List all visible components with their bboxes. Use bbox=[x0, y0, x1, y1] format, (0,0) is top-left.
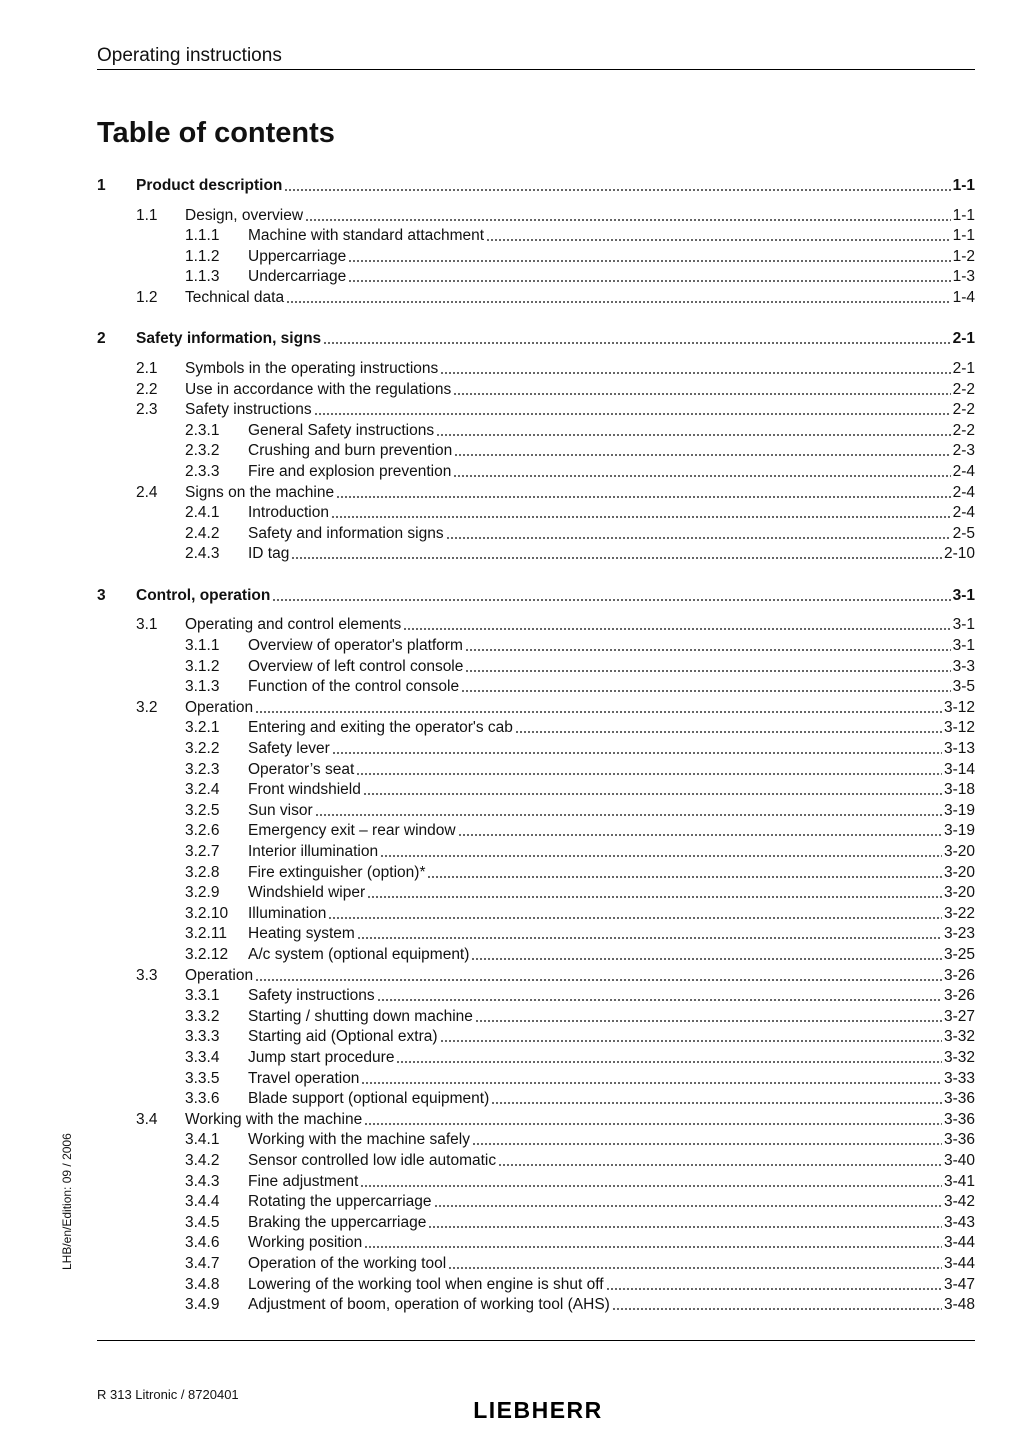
dot-leader bbox=[440, 1040, 942, 1042]
toc-title: Symbols in the operating instructions bbox=[185, 359, 439, 377]
toc-title: Adjustment of boom, operation of working tool (AHS) bbox=[248, 1296, 610, 1314]
toc-page-number: 3-1 bbox=[952, 636, 975, 654]
toc-number: 3.4.9 bbox=[185, 1296, 220, 1314]
toc-number: 2.3.3 bbox=[185, 462, 220, 480]
dot-leader bbox=[458, 834, 942, 836]
dot-leader bbox=[454, 454, 950, 456]
dot-leader bbox=[328, 917, 942, 919]
toc-page-number: 3-41 bbox=[943, 1172, 975, 1190]
toc-subsection-row[interactable] bbox=[0, 1006, 1024, 1027]
dot-leader bbox=[315, 814, 942, 816]
dot-leader bbox=[461, 690, 950, 692]
toc-number: 2.3.2 bbox=[185, 442, 220, 460]
toc-page-number: 3-14 bbox=[943, 760, 975, 778]
toc-subsection-row[interactable] bbox=[0, 1171, 1024, 1192]
running-header: Operating instructions bbox=[97, 45, 282, 66]
dot-leader bbox=[363, 793, 942, 795]
toc-title: General Safety instructions bbox=[248, 421, 435, 439]
toc-subsection-row[interactable] bbox=[0, 523, 1024, 544]
toc-number: 3.1 bbox=[136, 616, 158, 634]
toc-number: 3.2.9 bbox=[185, 884, 220, 902]
toc-title: Starting aid (Optional extra) bbox=[248, 1028, 438, 1046]
toc-number: 3.2.2 bbox=[185, 739, 220, 757]
toc-number: 3 bbox=[97, 586, 106, 604]
toc-section-row[interactable] bbox=[0, 379, 1024, 400]
toc-page-number: 3-25 bbox=[943, 945, 975, 963]
toc-subsection-row[interactable] bbox=[0, 266, 1024, 287]
toc-subsection-row[interactable] bbox=[0, 882, 1024, 903]
dot-leader bbox=[453, 393, 950, 395]
toc-page-number: 3-32 bbox=[943, 1048, 975, 1066]
toc-page-number: 3-5 bbox=[952, 678, 975, 696]
toc-subsection-row[interactable] bbox=[0, 820, 1024, 841]
toc-subsection-row[interactable] bbox=[0, 800, 1024, 821]
toc-title: Operation bbox=[185, 698, 254, 716]
toc-title: Product description bbox=[136, 177, 283, 194]
toc-page-number: 3-32 bbox=[943, 1028, 975, 1046]
dot-leader bbox=[377, 999, 942, 1001]
toc-subsection-row[interactable] bbox=[0, 738, 1024, 759]
toc-title: Starting / shutting down machine bbox=[248, 1007, 473, 1025]
toc-number: 3.2.4 bbox=[185, 781, 220, 799]
dot-leader bbox=[272, 599, 950, 601]
dot-leader bbox=[348, 260, 950, 262]
toc-page-number: 3-20 bbox=[943, 863, 975, 881]
toc-number: 3.4.2 bbox=[185, 1151, 220, 1169]
toc-page-number: 2-5 bbox=[952, 524, 975, 542]
dot-leader bbox=[453, 475, 950, 477]
dot-leader bbox=[448, 1267, 942, 1269]
toc-title: Sun visor bbox=[248, 801, 313, 819]
toc-title: Design, overview bbox=[185, 206, 304, 224]
toc-number: 3.3.2 bbox=[185, 1007, 220, 1025]
toc-number: 1.1 bbox=[136, 206, 158, 224]
dot-leader bbox=[428, 1226, 942, 1228]
toc-page-number: 1-3 bbox=[952, 268, 975, 286]
toc-page-number: 2-2 bbox=[952, 421, 975, 439]
toc-title: Lowering of the working tool when engine is shut off bbox=[248, 1275, 604, 1293]
toc-number: 3.4.5 bbox=[185, 1213, 220, 1231]
toc-chapter-row[interactable] bbox=[0, 328, 1024, 349]
page-title: Table of contents bbox=[97, 117, 335, 149]
toc-page-number: 2-2 bbox=[952, 401, 975, 419]
toc-page-number: 1-1 bbox=[952, 206, 975, 224]
dot-leader bbox=[515, 731, 942, 733]
toc-page-number: 3-27 bbox=[943, 1007, 975, 1025]
toc-page-number: 3-19 bbox=[943, 801, 975, 819]
dot-leader bbox=[436, 434, 951, 436]
toc-number: 1.1.3 bbox=[185, 268, 220, 286]
toc-title: Machine with standard attachment bbox=[248, 227, 485, 245]
toc-number: 3.3.1 bbox=[185, 987, 220, 1005]
toc-number: 3.2.6 bbox=[185, 822, 220, 840]
toc-title: Illumination bbox=[248, 904, 327, 922]
dot-leader bbox=[427, 876, 941, 878]
toc-title: Safety and information signs bbox=[248, 524, 444, 542]
toc-number: 2.3 bbox=[136, 401, 158, 419]
toc-page-number: 1-1 bbox=[952, 227, 975, 245]
toc-section-row[interactable] bbox=[0, 358, 1024, 379]
dot-leader bbox=[357, 937, 942, 939]
toc-number: 3.4.7 bbox=[185, 1254, 220, 1272]
toc-title: Operating and control elements bbox=[185, 616, 402, 634]
dot-leader bbox=[284, 189, 950, 191]
toc-title: Use in accordance with the regulations bbox=[185, 380, 452, 398]
toc-page-number: 3-23 bbox=[943, 925, 975, 943]
toc-number: 3.1.1 bbox=[185, 636, 220, 654]
toc-page-number: 3-20 bbox=[943, 884, 975, 902]
toc-number: 2.3.1 bbox=[185, 421, 220, 439]
dot-leader bbox=[255, 979, 942, 981]
dot-leader bbox=[356, 773, 942, 775]
toc-number: 3.2.10 bbox=[185, 904, 229, 922]
toc-page-number: 3-44 bbox=[943, 1234, 975, 1252]
toc-number: 3.2.5 bbox=[185, 801, 220, 819]
toc-page-number: 3-26 bbox=[943, 966, 975, 984]
toc-title: Crushing and burn prevention bbox=[248, 442, 453, 460]
toc-subsection-row[interactable] bbox=[0, 923, 1024, 944]
toc-title: Undercarriage bbox=[248, 268, 347, 286]
toc-title: Front windshield bbox=[248, 781, 361, 799]
toc-title: Fire extinguisher (option)* bbox=[248, 863, 426, 881]
toc-title: Overview of operator's platform bbox=[248, 636, 463, 654]
toc-page-number: 1-4 bbox=[952, 288, 975, 306]
logo-text: LIEBHERR bbox=[473, 1397, 603, 1421]
toc-subsection-row[interactable] bbox=[0, 1026, 1024, 1047]
toc-title: Fire and explosion prevention bbox=[248, 462, 452, 480]
dot-leader bbox=[440, 372, 950, 374]
dot-leader bbox=[396, 1061, 942, 1063]
toc-title: Safety instructions bbox=[185, 401, 312, 419]
toc-number: 1.2 bbox=[136, 288, 158, 306]
toc-title: Travel operation bbox=[248, 1069, 360, 1087]
toc-page-number: 3-26 bbox=[943, 987, 975, 1005]
dot-leader bbox=[255, 711, 942, 713]
toc-number: 3.2.1 bbox=[185, 719, 220, 737]
toc-section-row[interactable] bbox=[0, 1109, 1024, 1130]
toc-title: A/c system (optional equipment) bbox=[248, 945, 470, 963]
toc-title: Working with the machine bbox=[185, 1110, 363, 1128]
toc-number: 3.4.6 bbox=[185, 1234, 220, 1252]
toc-subsection-row[interactable] bbox=[0, 1212, 1024, 1233]
toc-title: Introduction bbox=[248, 504, 329, 522]
toc-number: 3.2.7 bbox=[185, 842, 220, 860]
toc-subsection-row[interactable] bbox=[0, 903, 1024, 924]
toc-title: Operator’s seat bbox=[248, 760, 355, 778]
toc-subsection-row[interactable] bbox=[0, 759, 1024, 780]
toc-page-number: 3-3 bbox=[952, 657, 975, 675]
dot-leader bbox=[465, 670, 950, 672]
dot-leader bbox=[360, 1185, 942, 1187]
toc-page-number: 3-48 bbox=[943, 1296, 975, 1314]
toc-subsection-row[interactable] bbox=[0, 1068, 1024, 1089]
toc-subsection-row[interactable] bbox=[0, 676, 1024, 697]
toc-number: 3.4.1 bbox=[185, 1131, 220, 1149]
dot-leader bbox=[336, 496, 951, 498]
toc-page-number: 3-13 bbox=[943, 739, 975, 757]
toc-title: Sensor controlled low idle automatic bbox=[248, 1151, 497, 1169]
toc-page-number: 3-33 bbox=[943, 1069, 975, 1087]
toc-number: 3.4 bbox=[136, 1110, 158, 1128]
toc-number: 3.2 bbox=[136, 698, 158, 716]
toc-page-number: 3-18 bbox=[943, 781, 975, 799]
toc-title: Control, operation bbox=[136, 586, 271, 604]
toc-section-row[interactable] bbox=[0, 287, 1024, 308]
toc-subsection-row[interactable] bbox=[0, 502, 1024, 523]
toc-number: 3.4.4 bbox=[185, 1193, 220, 1211]
edition-label: LHB/en/Edition: 09 / 2006 bbox=[60, 1133, 74, 1270]
toc-page-number: 2-2 bbox=[952, 380, 975, 398]
toc-number: 3.2.8 bbox=[185, 863, 220, 881]
toc-title: Braking the uppercarriage bbox=[248, 1213, 427, 1231]
dot-leader bbox=[286, 301, 951, 303]
toc-page-number: 3-1 bbox=[952, 586, 975, 604]
dot-leader bbox=[332, 752, 942, 754]
toc-page-number: 2-4 bbox=[952, 504, 975, 522]
toc-number: 3.2.11 bbox=[185, 925, 227, 943]
toc-title: Uppercarriage bbox=[248, 247, 347, 265]
toc-subsection-row[interactable] bbox=[0, 420, 1024, 441]
toc-number: 3.4.8 bbox=[185, 1275, 220, 1293]
toc-section-row[interactable] bbox=[0, 697, 1024, 718]
toc-number: 2.1 bbox=[136, 359, 158, 377]
toc-title: Heating system bbox=[248, 925, 355, 943]
toc-page-number: 3-12 bbox=[943, 698, 975, 716]
toc-section-row[interactable] bbox=[0, 399, 1024, 420]
toc-title: Safety instructions bbox=[248, 987, 375, 1005]
toc-page-number: 2-3 bbox=[952, 442, 975, 460]
dot-leader bbox=[314, 413, 951, 415]
toc-page-number: 1-2 bbox=[952, 247, 975, 265]
toc-title: Blade support (optional equipment) bbox=[248, 1090, 490, 1108]
toc-page-number: 3-19 bbox=[943, 822, 975, 840]
toc-page-number: 3-43 bbox=[943, 1213, 975, 1231]
toc-subsection-row[interactable] bbox=[0, 1129, 1024, 1150]
toc-title: Signs on the machine bbox=[185, 483, 335, 501]
toc-number: 1.1.2 bbox=[185, 247, 220, 265]
dot-leader bbox=[434, 1205, 942, 1207]
toc-title: Working with the machine safely bbox=[248, 1131, 470, 1149]
toc-subsection-row[interactable] bbox=[0, 985, 1024, 1006]
toc-page-number: 2-4 bbox=[952, 483, 975, 501]
toc-number: 1 bbox=[97, 177, 106, 194]
toc-title: Working position bbox=[248, 1234, 363, 1252]
document-reference: R 313 Litronic / 8720401 bbox=[97, 1387, 239, 1402]
dot-leader bbox=[465, 649, 951, 651]
toc-title: Rotating the uppercarriage bbox=[248, 1193, 432, 1211]
toc-subsection-row[interactable] bbox=[0, 635, 1024, 656]
toc-page-number: 3-1 bbox=[952, 616, 975, 634]
toc-title: ID tag bbox=[248, 545, 290, 563]
toc-subsection-row[interactable] bbox=[0, 944, 1024, 965]
toc-title: Operation of the working tool bbox=[248, 1254, 447, 1272]
toc-page-number: 3-42 bbox=[943, 1193, 975, 1211]
toc-title: Safety information, signs bbox=[136, 330, 322, 348]
toc-number: 1.1.1 bbox=[185, 227, 220, 245]
dot-leader bbox=[475, 1020, 942, 1022]
toc-number: 2.4.1 bbox=[185, 504, 220, 522]
toc-number: 3.3.5 bbox=[185, 1069, 220, 1087]
toc-page-number: 2-4 bbox=[952, 462, 975, 480]
toc-number: 2.4 bbox=[136, 483, 158, 501]
toc-subsection-row[interactable] bbox=[0, 779, 1024, 800]
toc-number: 3.2.3 bbox=[185, 760, 220, 778]
dot-leader bbox=[305, 219, 951, 221]
toc-section-row[interactable] bbox=[0, 205, 1024, 226]
toc-page-number: 2-1 bbox=[952, 330, 975, 348]
toc-page-number: 3-36 bbox=[943, 1131, 975, 1149]
toc-page-number: 3-44 bbox=[943, 1254, 975, 1272]
dot-leader bbox=[606, 1288, 942, 1290]
toc-number: 3.3.6 bbox=[185, 1090, 220, 1108]
toc-title: Operation bbox=[185, 966, 254, 984]
toc-chapter-row[interactable] bbox=[0, 585, 1024, 606]
toc-subsection-row[interactable] bbox=[0, 246, 1024, 267]
toc-subsection-row[interactable] bbox=[0, 841, 1024, 862]
toc-title: Interior illumination bbox=[248, 842, 379, 860]
toc-subsection-row[interactable] bbox=[0, 717, 1024, 738]
dot-leader bbox=[380, 855, 942, 857]
toc-chapter-row[interactable] bbox=[0, 175, 1024, 196]
toc-number: 3.3.3 bbox=[185, 1028, 220, 1046]
toc-number: 2.4.2 bbox=[185, 524, 220, 542]
toc-number: 2 bbox=[97, 330, 106, 348]
toc-subsection-row[interactable] bbox=[0, 1191, 1024, 1212]
dot-leader bbox=[472, 1143, 942, 1145]
toc-number: 3.3 bbox=[136, 966, 158, 984]
toc-page-number: 3-12 bbox=[943, 719, 975, 737]
toc-number: 3.3.4 bbox=[185, 1048, 220, 1066]
toc-number: 2.2 bbox=[136, 380, 158, 398]
toc-title: Fine adjustment bbox=[248, 1172, 359, 1190]
toc-page-number: 3-36 bbox=[943, 1090, 975, 1108]
footer-rule bbox=[97, 1340, 975, 1341]
toc-number: 3.2.12 bbox=[185, 945, 229, 963]
toc-page-number: 3-20 bbox=[943, 842, 975, 860]
toc-title: Safety lever bbox=[248, 739, 330, 757]
toc-subsection-row[interactable] bbox=[0, 461, 1024, 482]
toc-subsection-row[interactable] bbox=[0, 1150, 1024, 1171]
dot-leader bbox=[612, 1308, 942, 1310]
toc-subsection-row[interactable] bbox=[0, 440, 1024, 461]
toc-title: Function of the control console bbox=[248, 678, 460, 696]
toc-number: 3.1.2 bbox=[185, 657, 220, 675]
toc-subsection-row[interactable] bbox=[0, 1294, 1024, 1315]
dot-leader bbox=[471, 958, 942, 960]
toc-section-row[interactable] bbox=[0, 614, 1024, 635]
toc-number: 2.4.3 bbox=[185, 545, 220, 563]
toc-section-row[interactable] bbox=[0, 965, 1024, 986]
toc-subsection-row[interactable] bbox=[0, 862, 1024, 883]
liebherr-logo bbox=[458, 1397, 618, 1421]
toc-section-row[interactable] bbox=[0, 482, 1024, 503]
toc-title: Windshield wiper bbox=[248, 884, 366, 902]
toc-title: Overview of left control console bbox=[248, 657, 464, 675]
toc-page-number: 3-36 bbox=[943, 1110, 975, 1128]
toc-subsection-row[interactable] bbox=[0, 543, 1024, 564]
dot-leader bbox=[364, 1123, 942, 1125]
dot-leader bbox=[491, 1102, 942, 1104]
toc-page-number: 2-1 bbox=[952, 359, 975, 377]
dot-leader bbox=[367, 896, 942, 898]
toc-number: 3.1.3 bbox=[185, 678, 220, 696]
toc-title: Jump start procedure bbox=[248, 1048, 395, 1066]
dot-leader bbox=[446, 537, 951, 539]
toc-title: Emergency exit – rear window bbox=[248, 822, 456, 840]
toc-subsection-row[interactable] bbox=[0, 656, 1024, 677]
dot-leader bbox=[498, 1164, 942, 1166]
dot-leader bbox=[361, 1082, 942, 1084]
dot-leader bbox=[486, 239, 951, 241]
toc-page-number: 1-1 bbox=[952, 177, 975, 194]
toc-page-number: 3-40 bbox=[943, 1151, 975, 1169]
toc-subsection-row[interactable] bbox=[0, 225, 1024, 246]
dot-leader bbox=[331, 516, 951, 518]
toc-subsection-row[interactable] bbox=[0, 1253, 1024, 1274]
toc-page-number: 3-47 bbox=[943, 1275, 975, 1293]
toc-title: Entering and exiting the operator's cab bbox=[248, 719, 513, 737]
toc-subsection-row[interactable] bbox=[0, 1274, 1024, 1295]
dot-leader bbox=[291, 557, 942, 559]
dot-leader bbox=[403, 628, 950, 630]
toc-page-number: 2-10 bbox=[943, 545, 975, 563]
dot-leader bbox=[364, 1246, 942, 1248]
toc-subsection-row[interactable] bbox=[0, 1047, 1024, 1068]
dot-leader bbox=[348, 280, 950, 282]
dot-leader bbox=[323, 342, 950, 344]
toc-number: 3.4.3 bbox=[185, 1172, 220, 1190]
toc-title: Technical data bbox=[185, 288, 285, 306]
toc-subsection-row[interactable] bbox=[0, 1232, 1024, 1253]
toc-subsection-row[interactable] bbox=[0, 1088, 1024, 1109]
toc-page-number: 3-22 bbox=[943, 904, 975, 922]
